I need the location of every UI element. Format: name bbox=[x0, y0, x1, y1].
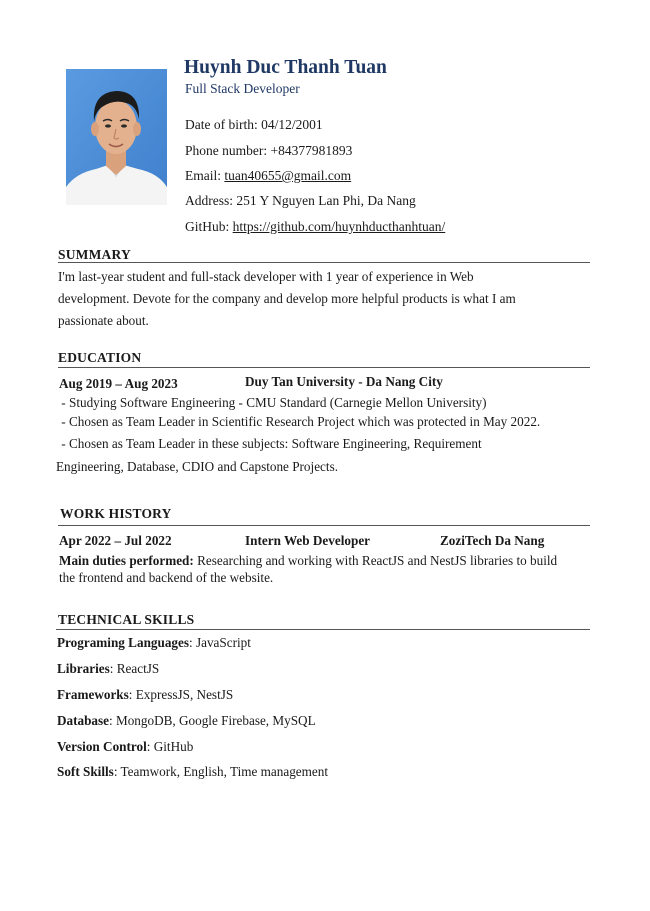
education-line-3: - Chosen as Team Leader in these subjects: Software Engineering, Requirement bbox=[58, 436, 482, 451]
work-duties-line-2: the frontend and backend of the website. bbox=[59, 570, 274, 585]
summary-line-1: I'm last-year student and full-stack developer with 1 year of experience in Web bbox=[58, 269, 474, 284]
skill-value: : GitHub bbox=[146, 739, 194, 754]
work-position: Intern Web Developer bbox=[245, 533, 371, 548]
summary-line-3: passionate about. bbox=[58, 313, 149, 328]
summary-line-2: development. Devote for the company and develop more helpful products is what I am bbox=[58, 291, 516, 306]
skill-value: : ReactJS bbox=[109, 661, 160, 676]
skill-value: : Teamwork, English, Time management bbox=[113, 764, 329, 779]
address-line bbox=[185, 193, 416, 209]
skill-row bbox=[57, 661, 159, 677]
address-label: Address: bbox=[185, 193, 237, 208]
profile-photo bbox=[66, 69, 167, 205]
education-school: Duy Tan University - Da Nang City bbox=[245, 374, 443, 389]
skill-row bbox=[57, 713, 316, 729]
skill-row bbox=[57, 687, 233, 703]
summary-divider bbox=[58, 262, 590, 263]
skill-value: : MongoDB, Google Firebase, MySQL bbox=[109, 713, 316, 728]
email-line bbox=[185, 168, 351, 184]
phone-label: Phone number: bbox=[185, 143, 271, 158]
skill-row bbox=[57, 739, 193, 755]
phone-value: +84377981893 bbox=[270, 143, 353, 158]
email-label: Email: bbox=[185, 168, 225, 183]
email-link[interactable]: tuan40655@gmail.com bbox=[224, 168, 352, 183]
dob-label: Date of birth: bbox=[185, 117, 262, 132]
duties-text: Researching and working with ReactJS and NestJS libraries to build bbox=[193, 553, 558, 568]
github-line bbox=[185, 219, 445, 235]
work-company: ZoziTech Da Nang bbox=[440, 533, 545, 548]
education-period: Aug 2019 – Aug 2023 bbox=[59, 376, 178, 391]
skills-heading: TECHNICAL SKILLS bbox=[58, 612, 195, 627]
education-line-2: - Chosen as Team Leader in Scientific Research Project which was protected in May 2022. bbox=[58, 414, 541, 429]
skill-row bbox=[57, 764, 328, 780]
education-line-4: Engineering, Database, CDIO and Capstone Projects. bbox=[56, 459, 338, 474]
address-value: 251 Y Nguyen Lan Phi, Da Nang bbox=[236, 193, 416, 208]
github-link[interactable]: https://github.com/huynhducthanhtuan/ bbox=[232, 219, 446, 234]
work-period: Apr 2022 – Jul 2022 bbox=[59, 533, 172, 548]
skill-label: Frameworks bbox=[57, 687, 129, 702]
work-duties-line-1 bbox=[59, 553, 557, 569]
education-line-1: - Studying Software Engineering - CMU Standard (Carnegie Mellon University) bbox=[58, 395, 487, 410]
dob-value: 04/12/2001 bbox=[261, 117, 323, 132]
job-title: Full Stack Developer bbox=[185, 81, 300, 96]
portrait-image bbox=[66, 69, 167, 205]
phone-line bbox=[185, 143, 352, 159]
skill-label: Database bbox=[57, 713, 110, 728]
skill-label: Soft Skills bbox=[57, 764, 114, 779]
skills-divider bbox=[56, 629, 590, 630]
work-divider bbox=[58, 525, 590, 526]
skill-label: Libraries bbox=[57, 661, 110, 676]
skill-label: Version Control bbox=[57, 739, 147, 754]
summary-heading: SUMMARY bbox=[58, 247, 131, 262]
skill-value: : ExpressJS, NestJS bbox=[128, 687, 234, 702]
skill-value: : JavaScript bbox=[189, 635, 251, 650]
duties-label: Main duties performed: bbox=[59, 553, 194, 568]
skill-row bbox=[57, 635, 251, 651]
github-label: GitHub: bbox=[185, 219, 233, 234]
education-divider bbox=[58, 367, 590, 368]
work-heading: WORK HISTORY bbox=[60, 506, 172, 521]
skill-label: Programing Languages bbox=[57, 635, 190, 650]
candidate-name: Huynh Duc Thanh Tuan bbox=[184, 57, 387, 78]
dob-line bbox=[185, 117, 323, 133]
education-heading: EDUCATION bbox=[58, 350, 142, 365]
